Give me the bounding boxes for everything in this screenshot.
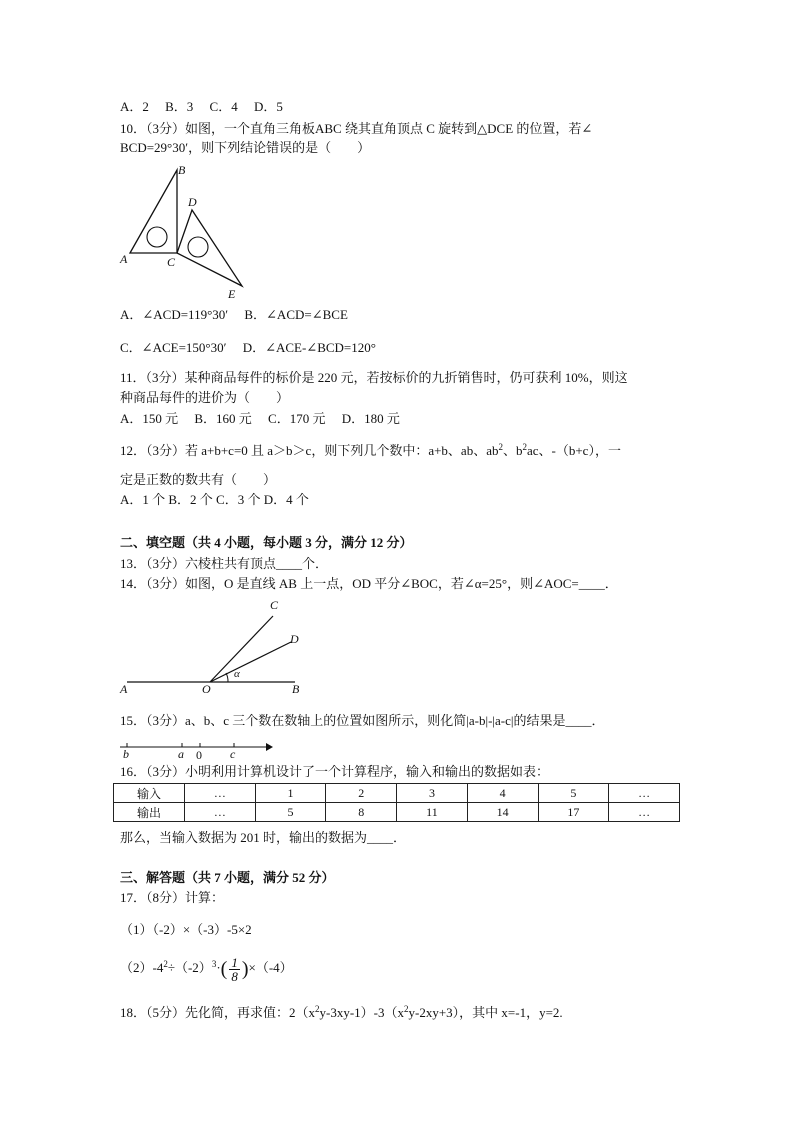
label-b: B — [178, 163, 186, 177]
label-c: C — [167, 255, 176, 269]
table-cell: 输入 — [114, 784, 185, 803]
q10-triangle-figure — [112, 160, 252, 300]
table-cell: … — [609, 784, 680, 803]
q11-options: A．150 元 B．160 元 C．170 元 D．180 元 — [120, 411, 400, 426]
table-cell: 输出 — [114, 803, 185, 822]
table-cell: … — [185, 803, 256, 822]
alpha-arc — [226, 673, 228, 682]
table-cell: 8 — [326, 803, 397, 822]
table-cell: 2 — [326, 784, 397, 803]
table-cell: … — [609, 803, 680, 822]
table-cell: 5 — [538, 784, 609, 803]
q12-options: A．1 个 B．2 个 C．3 个 D．4 个 — [120, 492, 309, 507]
table-row-input — [114, 784, 680, 803]
label-a: a — [178, 747, 184, 761]
table-cell: 11 — [397, 803, 468, 822]
q9-options: A．2 B．3 C．4 D．5 — [120, 99, 283, 114]
triangle-dce-hole — [188, 237, 208, 257]
table-cell: … — [185, 784, 256, 803]
table-cell: 14 — [467, 803, 538, 822]
q17-part2: $(2)-4^2\div(-2)^3\cdot$( $\frac{1}{8}$ )×（-4） — [120, 954, 293, 984]
label-b: B — [292, 682, 300, 696]
label-c: c — [230, 747, 236, 761]
q16-io-table — [113, 783, 680, 822]
q17-title: 17．（8分）计算： — [120, 890, 225, 905]
q17-part1: （1）（-2）×（-3）-5×2 — [120, 922, 252, 937]
table-cell: 5 — [255, 803, 326, 822]
q11-stem-line1: 11．（3分）某种商品每件的标价是 220 元，若按标价的九折销售时，仍可获利 10%，则这 — [120, 370, 628, 385]
q12-stem-line1: 12．（3分）若 a+b+c=0 且 a＞b＞c，则下列几个数中：a+b、ab、$ab^2$、$b^2ac$、-（b+c），一 — [120, 442, 621, 458]
q10-stem-line2: BCD=29°30′，则下列结论错误的是（ ） — [120, 140, 371, 155]
q12-stem-line2: 定是正数的数共有（ ） — [120, 472, 277, 487]
section3-title: 三、解答题（共 7 小题，满分 52 分） — [120, 870, 335, 885]
label-zero: 0 — [196, 748, 202, 762]
q15-text: 15．（3分）a、b、c 三个数在数轴上的位置如图所示，则化简|a-b|-|a-c|的结果是____． — [120, 713, 605, 728]
table-cell: 3 — [397, 784, 468, 803]
q18-text: 18．（5分）先化简，再求值：$2(x^2y-3xy-1)-3(x^2y-2xy+3)$，其中 x=-1，y=2. — [120, 1004, 563, 1020]
table-cell: 4 — [467, 784, 538, 803]
section2-title: 二、填空题（共 4 小题，每小题 3 分，满分 12 分） — [120, 535, 413, 550]
fraction-one-eighth: $\frac{1}{8}$ — [231, 954, 238, 984]
q16-after-text: 那么，当输入数据为 201 时，输出的数据为____． — [120, 830, 407, 845]
label-alpha: α — [234, 668, 240, 680]
table-row-output — [114, 803, 680, 822]
table-cell: 1 — [255, 784, 326, 803]
q15-number-line — [118, 736, 278, 760]
triangle-abc — [130, 170, 177, 253]
label-e: E — [228, 287, 236, 301]
label-b: b — [123, 747, 129, 761]
q10-options-cd: C．∠ACE=150°30′ D．∠ACE-∠BCD=120° — [120, 340, 376, 355]
q14-angle-figure — [115, 596, 315, 700]
table-cell: 17 — [538, 803, 609, 822]
label-a: A — [120, 252, 128, 266]
label-d: D — [290, 632, 299, 646]
q14-text: 14．（3分）如图，O 是直线 AB 上一点，OD 平分∠BOC，若∠α=25°，则∠AOC=____． — [120, 576, 618, 591]
ray-oc — [210, 616, 273, 682]
q10-options-ab: A．∠ACD=119°30′ B．∠ACD=∠BCE — [120, 307, 348, 322]
triangle-dce — [177, 210, 242, 286]
number-line-arrow — [266, 743, 273, 751]
q13-text: 13．（3分）六棱柱共有顶点____个． — [120, 556, 329, 571]
label-c: C — [270, 598, 279, 612]
ray-od — [210, 642, 291, 682]
label-a: A — [120, 682, 128, 696]
q10-stem-line1: 10．（3分）如图，一个直角三角板ABC 绕其直角顶点 C 旋转到△DCE 的位置，若∠ — [120, 121, 593, 136]
q11-stem-line2: 种商品每件的进价为（ ） — [120, 390, 290, 405]
triangle-abc-hole — [147, 227, 167, 247]
q16-text: 16．（3分）小明利用计算机设计了一个计算程序，输入和输出的数据如表： — [120, 764, 550, 779]
label-d: D — [188, 195, 197, 209]
label-o: O — [202, 682, 211, 696]
